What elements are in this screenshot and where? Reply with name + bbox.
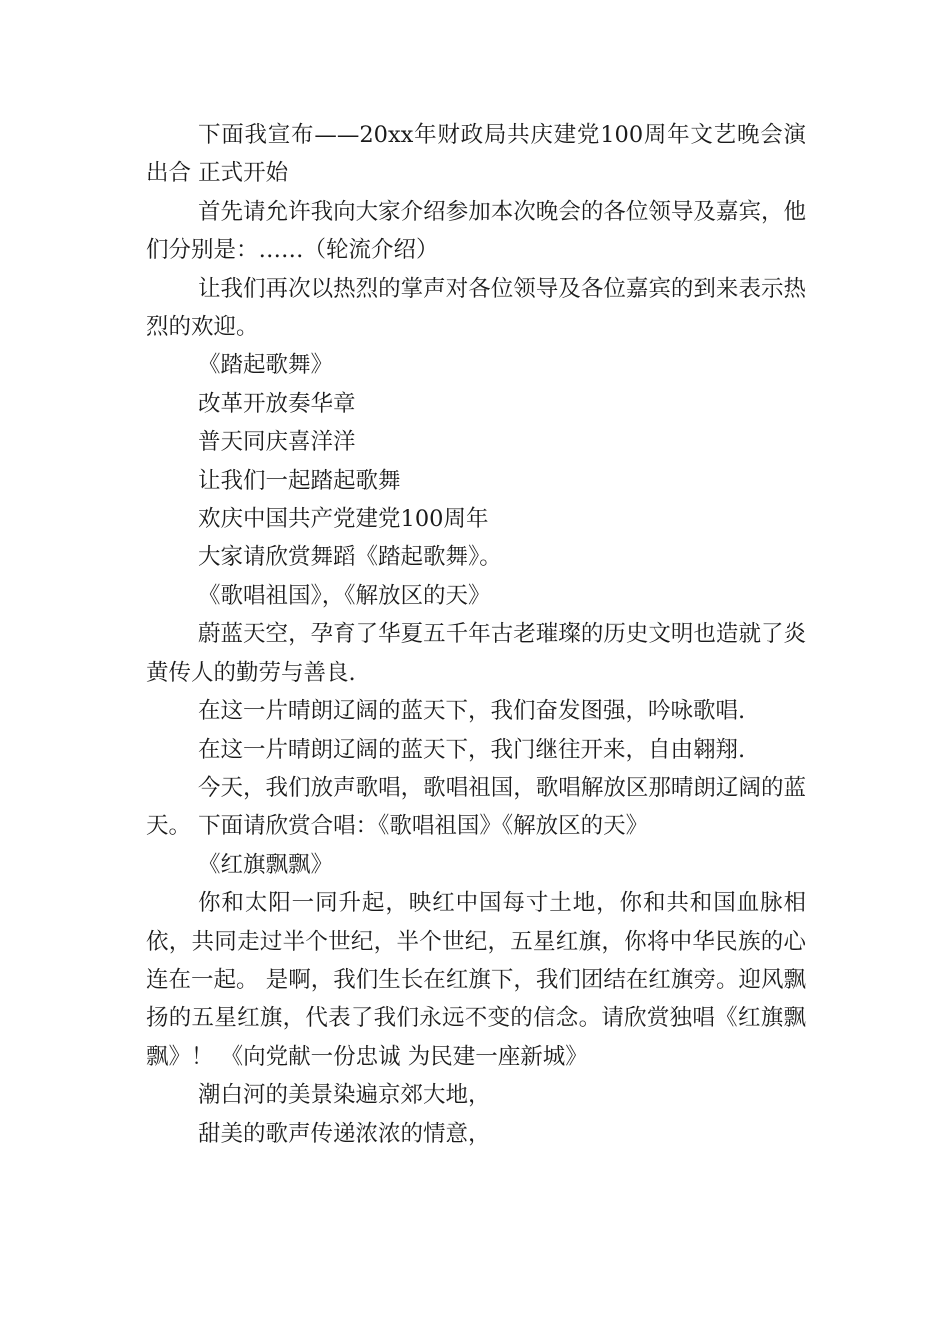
verse-line: 普天同庆喜洋洋 [198, 429, 356, 456]
verse-line: 潮白河的美景染遍京郊大地， [198, 1082, 491, 1109]
paragraph-chorus-intro: 今天，我们放声歌唱，歌唱祖国，歌唱解放区那晴朗辽阔的蓝天。 下面请欣赏合唱：《歌唱祖国》《解放区的天》 [146, 774, 806, 840]
paragraph-blue-sky: 蔚蓝天空，孕育了华夏五千年古老璀璨的历史文明也造就了炎黄传人的勤劳与善良. [146, 621, 806, 686]
verse-line: 改革开放奏华章 [198, 390, 356, 417]
verse-line: 欢庆中国共产党建党100周年 [198, 506, 489, 533]
paragraph-guest-introduction: 首先请允许我向大家介绍参加本次晚会的各位领导及嘉宾，他们分别是：……（轮流介绍） [146, 198, 806, 264]
verse-line: 让我们一起踏起歌舞 [198, 467, 401, 494]
paragraph-sing-line-1: 在这一片晴朗辽阔的蓝天下，我们奋发图强，吟咏歌唱. [198, 698, 746, 725]
paragraph-opening-announcement: 下面我宣布——20xx年财政局共庆建党100周年文艺晚会演出合 正式开始 [146, 122, 806, 187]
paragraph-sing-line-2: 在这一片晴朗辽阔的蓝天下，我门继往开来，自由翱翔. [198, 736, 746, 763]
program-title-dance: 《踏起歌舞》 [198, 352, 334, 379]
paragraph-dance-intro: 大家请欣赏舞蹈《踏起歌舞》。 [198, 544, 502, 571]
verse-line: 甜美的歌声传递浓浓的情意， [198, 1120, 491, 1147]
program-title-chorus: 《歌唱祖国》，《解放区的天》 [198, 582, 491, 609]
document-body [146, 116, 806, 1153]
paragraph-red-flag-intro: 你和太阳一同升起，映红中国每寸土地，你和共和国血脉相依，共同走过半个世纪，半个世纪，五星红旗，你将中华民族的心连在一起。 是啊，我们生长在红旗下，我们团结在红旗旁。迎风飘扬的五星红旗，代表了我们永远不变的信念。请欣赏独唱《红旗飘飘》！ 《向党献一份忠诚 为民建一座新城》 [146, 890, 806, 1070]
paragraph-welcome: 让我们再次以热烈的掌声对各位领导及各位嘉宾的到来表示热烈的欢迎。 [146, 275, 806, 341]
program-title-red-flag: 《红旗飘飘》 [198, 851, 334, 878]
